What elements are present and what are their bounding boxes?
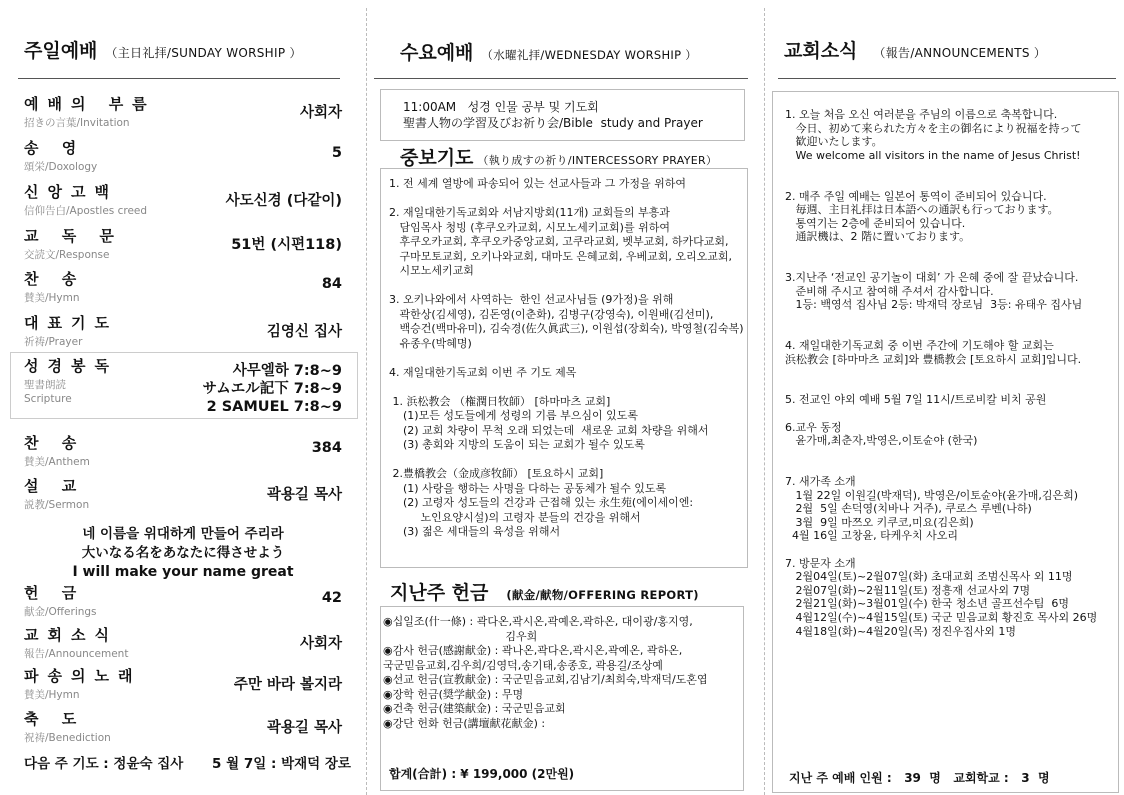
service-item-value [267,483,342,504]
service-item-value [322,590,342,606]
announcement-line: 3.지난주 ‘전교인 공기놀이 대회’ 가 은혜 중에 잘 끝났습니다. [785,271,1079,285]
service-item-value [332,145,342,161]
service-item-title: 신앙고백 [24,183,118,201]
service-item [24,181,342,218]
announcements-title-main: 교회소식 [784,40,858,62]
prayer-line: 노인요양시설)의 고령자 분들의 건강을 위해서 [389,510,641,524]
service-item-title: 대표기도 [24,314,118,332]
offering-line: ◉강단 헌화 헌금(講壇献花献金) : [383,716,546,730]
announcement-line [785,244,1097,258]
service-item-subtitle: 報告/Announcement [24,648,129,660]
prayer-line: 1. 전 세계 열방에 파송되어 있는 선교사들과 그 가정을 위하여 [389,177,686,190]
offering-box [380,606,744,791]
service-item-title: 성경봉독 [24,357,118,375]
announcement-line [785,543,1097,557]
service-item-title: 교회소식 [24,626,118,644]
service-item-value-line: 51번 (시편118) [231,237,342,253]
announcement-line: 1등: 백영석 집사님 2등: 박재덕 장로님 3등: 유태우 집사님 [785,298,1083,312]
service-item-subtitle: 祝祷/Benediction [24,732,111,744]
prayer-line [389,380,744,395]
announcement-line: 4월12일(수)~4월15일(토) 국군 믿음교회 황진호 목사외 26명 [785,610,1098,624]
service-item-value [226,189,342,210]
announcement-line: 4월 16일 고창윤, 타케우치 사오리 [785,529,958,543]
attendance: 지난 주 예배 인원 : 39 명 교회학교 : 3 명 [789,771,1050,785]
announcement-line: 6.교우 동정 [785,420,842,434]
announcement-line: 歓迎いたします。 [785,135,883,149]
wednesday-title-main: 수요예배 [400,42,474,64]
announcement-line [785,407,1097,421]
service-item-title: 헌 금 [24,584,86,602]
prayer-line: 구마모토교회, 오키나와교회, 대마도 은혜교회, 우베교회, 오리오교회, [389,249,732,263]
announcement-line: 윤가매,최춘자,박영은,이토슌야 (한국) [785,434,978,448]
service-item-value [300,101,342,122]
wednesday-title-rule [374,78,748,79]
service-item-subtitle: 賛美/Hymn [24,689,80,701]
service-item-subtitle: 献金/Offerings [24,606,97,618]
service-item-value-line: 사회자 [299,636,342,652]
sunday-title-rule [18,78,340,79]
service-item-title: 찬 송 [24,434,86,452]
sermon-banner [24,525,342,582]
announcement-line: 浜松教会 [하마마츠 교회]와 豊橋教会 [토요하시 교회]입니다. [785,352,1082,366]
announcements-title [784,36,1046,63]
announcement-line [785,312,1097,326]
column-separator [366,8,367,795]
next-prayer: 다음 주 기도 : 정윤숙 집사 [24,756,184,772]
offering-line: ◉장학 헌금(奨学献金) : 무명 [383,687,524,701]
service-item [24,475,342,512]
service-item-value-line: 5 [331,145,342,161]
announcement-line: 2월21일(화)~3월01일(수) 한국 청소년 골프선수팀 6명 [785,597,1069,611]
service-item-value-line: 사무엘하 7:8~9 [232,363,342,379]
service-item-value-line: 384 [311,440,342,456]
service-item-value-line: 곽용길 목사 [266,720,342,736]
prayer-line: 2. 재일대한기독교회와 서남지방회(11개) 교회들의 부흥과 [389,206,670,219]
announcement-line: 4. 재일대한기독교회 중 이번 주간에 기도해야 할 교회는 [785,339,1054,353]
offering-line: ◉선교 헌금(宣教献金) : 국군믿음교회,김남기/최희숙,박재덕/도혼엽 [383,673,708,686]
offering-title-sub: (献金/献物/OFFERING REPORT) [506,588,699,602]
announcement-line [785,461,1097,475]
service-item-value-line: 2 SAMUEL 7:8~9 [206,399,342,415]
offering-title [390,578,699,605]
prayer-line [389,192,744,207]
service-item-subtitle: 頌栄/Doxology [24,161,98,173]
prayer-line: 1. 浜松教会 （権潤日牧師） [하마마츠 교회] [389,394,611,408]
banner-english: I will make your name great [72,564,294,580]
service-item-value-line: 김영신 집사 [266,324,342,340]
service-item-title: 교 독 문 [24,227,123,245]
prayer-line: 유종우(박혜명) [389,336,472,350]
service-item [24,225,342,262]
service-item-subtitle: 交読文/Response [24,249,110,261]
prayer-line: (1) 사랑을 행하는 사명을 다하는 공동체가 될수 있도록 [389,481,667,495]
service-item-value-line: 곽용길 목사 [266,487,342,503]
service-item [24,708,342,745]
service-item-title: 찬 송 [24,270,86,288]
service-item-subtitle: 聖書朗読 [24,379,66,391]
announcement-line: 今日、初めて来られた方々を主の御名により祝福を持って [785,121,1082,135]
banner-korean: 네 이름을 위대하게 만들어 주리라 [82,526,284,542]
service-item-subtitle: 祈祷/Prayer [24,336,83,348]
announcement-line: 2월07일(화)~2월11일(토) 정흥재 선교사외 7명 [785,583,1031,597]
next-prayer-date: 5 월 7일 : 박재덕 장로 [212,756,351,772]
announcement-line: 4월18일(화)~4월20일(목) 정진우집사외 1명 [785,624,1016,638]
announcement-line [785,162,1097,176]
intercessory-title-main: 중보기도 [400,147,474,169]
prayer-line: 백승건(백마유미), 김숙경(佐久眞武三), 이원섭(장회숙), 박영철(김숙복) [389,322,744,335]
service-item-value [267,320,342,341]
announcement-line [785,380,1097,394]
announcement-line: 7. 새가족 소개 [785,475,856,489]
prayer-line [389,279,744,294]
announcement-line: 1월 22일 이원길(박재덕), 박영은/이토슌야(윤가매,김은희) [785,488,1078,502]
prayer-line: 담임목사 청빙 (후쿠오카교회, 시모노세키교회)를 위하여 [389,220,670,234]
prayer-line: (1)모든 성도들에게 성령의 기름 부으심이 있도록 [389,409,638,422]
prayer-line: (3) 젊은 세대들의 육성을 위해서 [389,525,561,538]
service-item [24,93,342,130]
announcement-line [785,258,1097,272]
service-item-subtitle: 信仰告白/Apostles creed [24,205,148,217]
wednesday-title-sub: （水曜礼拝/WEDNESDAY WORSHIP ） [481,48,698,62]
offering-total: 합계(合計) : ¥ 199,000 (2만원) [389,767,575,781]
announcement-line: 5. 전교인 야외 예배 5월 7일 11시/트로비칼 비치 공원 [785,393,1047,407]
prayer-line: 2.豊橋教会（金成彦牧師） [토요하시 교회] [389,467,604,480]
service-item [24,355,342,415]
offering-line: 김우희 [383,629,538,643]
announcement-line: 1. 오늘 처음 오신 여러분을 주님의 이름으로 축복합니다. [785,108,1058,121]
prayer-line: 3. 오키나와에서 사역하는 한인 선교사님들 (9가정)을 위해 [389,293,674,306]
announcement-line: 通訳機は、2 階に置いております。 [785,230,971,244]
service-item-subtitle-en: Scripture [24,393,72,405]
prayer-line: 후쿠오카교회, 후쿠오카중앙교회, 고쿠라교회, 벳부교회, 하카다교회, [389,235,729,248]
prayer-box [380,168,748,568]
service-item [24,582,342,619]
bible-study-line2: 聖書人物の学習及びお祈り会/Bible study and Prayer [403,116,703,130]
service-item-value [312,440,342,456]
prayer-line [389,453,744,468]
prayer-line [389,351,744,366]
service-item-value-line: 84 [321,276,342,292]
service-item-title: 예배의 부름 [24,95,156,113]
service-item-subtitle: 招きの言葉/Invitation [24,117,130,129]
service-item [24,268,342,305]
service-item-value [231,233,342,254]
announcement-line: 통역기는 2층에 준비되어 있습니다. [785,216,966,230]
service-item-value [322,276,342,292]
wednesday-title [400,38,697,65]
offering-list [383,615,708,731]
prayer-line: (2) 교회 차량이 무척 오래 되었는데 새로운 교회 차량을 위해서 [389,423,709,437]
service-item-value-line: 사도신경 (다같이) [225,193,342,209]
announcement-line: 2월 5일 손덕영(치바나 거주), 쿠로스 루벤(나하) [785,502,1032,516]
service-item [24,624,342,661]
service-item-title: 축 도 [24,710,86,728]
bible-study-line1: 11:00AM 성경 인물 공부 및 기도회 [403,100,599,114]
announcement-line: 7. 방문자 소개 [785,556,856,570]
service-item-value [202,362,342,416]
sunday-title-main: 주일예배 [24,40,98,62]
intercessory-title-sub: （執り成すの祈り/INTERCESSORY PRAYER） [477,154,718,167]
service-item-title: 파송의노래 [24,667,142,685]
service-item-value-line: 주만 바라 볼지라 [233,677,342,693]
service-item-value-line: サムエル記下 7:8~9 [202,381,342,397]
service-item-title: 설 교 [24,477,86,495]
prayer-line: 4. 재일대한기독교회 이번 주 기도 제목 [389,365,577,379]
bible-study-box [380,89,745,141]
column-separator [764,8,765,795]
offering-line: ◉십일조(什一條) : 곽다온,곽시온,곽예온,곽하온, 대이광/홍지영, [383,615,693,628]
announcement-line: 3월 9일 마쯔오 키쿠코,미요(김은희) [785,515,974,529]
service-item [24,432,342,469]
prayer-line: (3) 총회와 지방의 도움이 되는 교회가 될수 있도록 [389,438,645,451]
intercessory-title [400,143,717,170]
announcement-line: 毎週、主日礼拝は日本語への通訳も行っております。 [785,203,1059,217]
service-item [24,665,342,702]
prayer-line: 곽한상(김세영), 김돈영(이춘화), 김병구(강영숙), 이원배(김선미), [389,307,714,321]
announcement-line [785,366,1097,380]
sunday-title-sub: （主日礼拝/SUNDAY WORSHIP ） [105,46,302,60]
service-item-value-line: 사회자 [299,105,342,121]
announcements-list [785,108,1097,638]
service-item [24,312,342,349]
service-item-subtitle: 賛美/Anthem [24,456,90,468]
announcements-title-rule [778,78,1116,79]
prayer-line: 시모노세키교회 [389,264,474,277]
announcement-line: 2. 매주 주일 예배는 일본어 통역이 준비되어 있습니다. [785,189,1047,203]
service-item-title: 송 영 [24,139,86,157]
service-item [24,137,342,174]
service-item-value-line: 42 [321,590,342,606]
service-item-value [300,632,342,653]
announcements-box [772,91,1119,793]
sunday-title [24,36,302,63]
service-item-subtitle: 賛美/Hymn [24,292,80,304]
offering-line: ◉감사 헌금(感謝献金) : 곽나온,곽다온,곽시온,곽예온, 곽하온, [383,644,683,657]
offering-line: 국군믿음교회,김우희/김영덕,송기태,송종호, 곽용길/조상예 [383,658,663,672]
announcement-line: 준비해 주시고 참여해 주셔서 감사합니다. [785,284,994,298]
offering-line: ◉건축 헌금(建築献金) : 국군믿음교회 [383,702,566,715]
announcement-line [785,176,1097,190]
announcement-line: 2월04일(토)~2월07일(화) 초대교회 조범신목사 외 11명 [785,570,1073,584]
service-item-value [267,716,342,737]
announcement-line [785,326,1097,340]
prayer-list [389,177,744,540]
service-item-value [234,673,342,694]
service-item-subtitle: 説教/Sermon [24,499,90,511]
prayer-line: (2) 고령자 성도들의 건강과 근접해 있는 永生苑(에이세이엔: [389,496,694,509]
announcement-line: We welcome all visitors in the name of Jesus Christ! [785,148,1081,162]
offering-title-main: 지난주 헌금 [390,582,489,604]
banner-japanese: 大いなる名をあなたに得させよう [81,545,285,561]
announcement-line [785,448,1097,462]
announcements-title-sub: （報告/ANNOUNCEMENTS ） [873,46,1047,60]
